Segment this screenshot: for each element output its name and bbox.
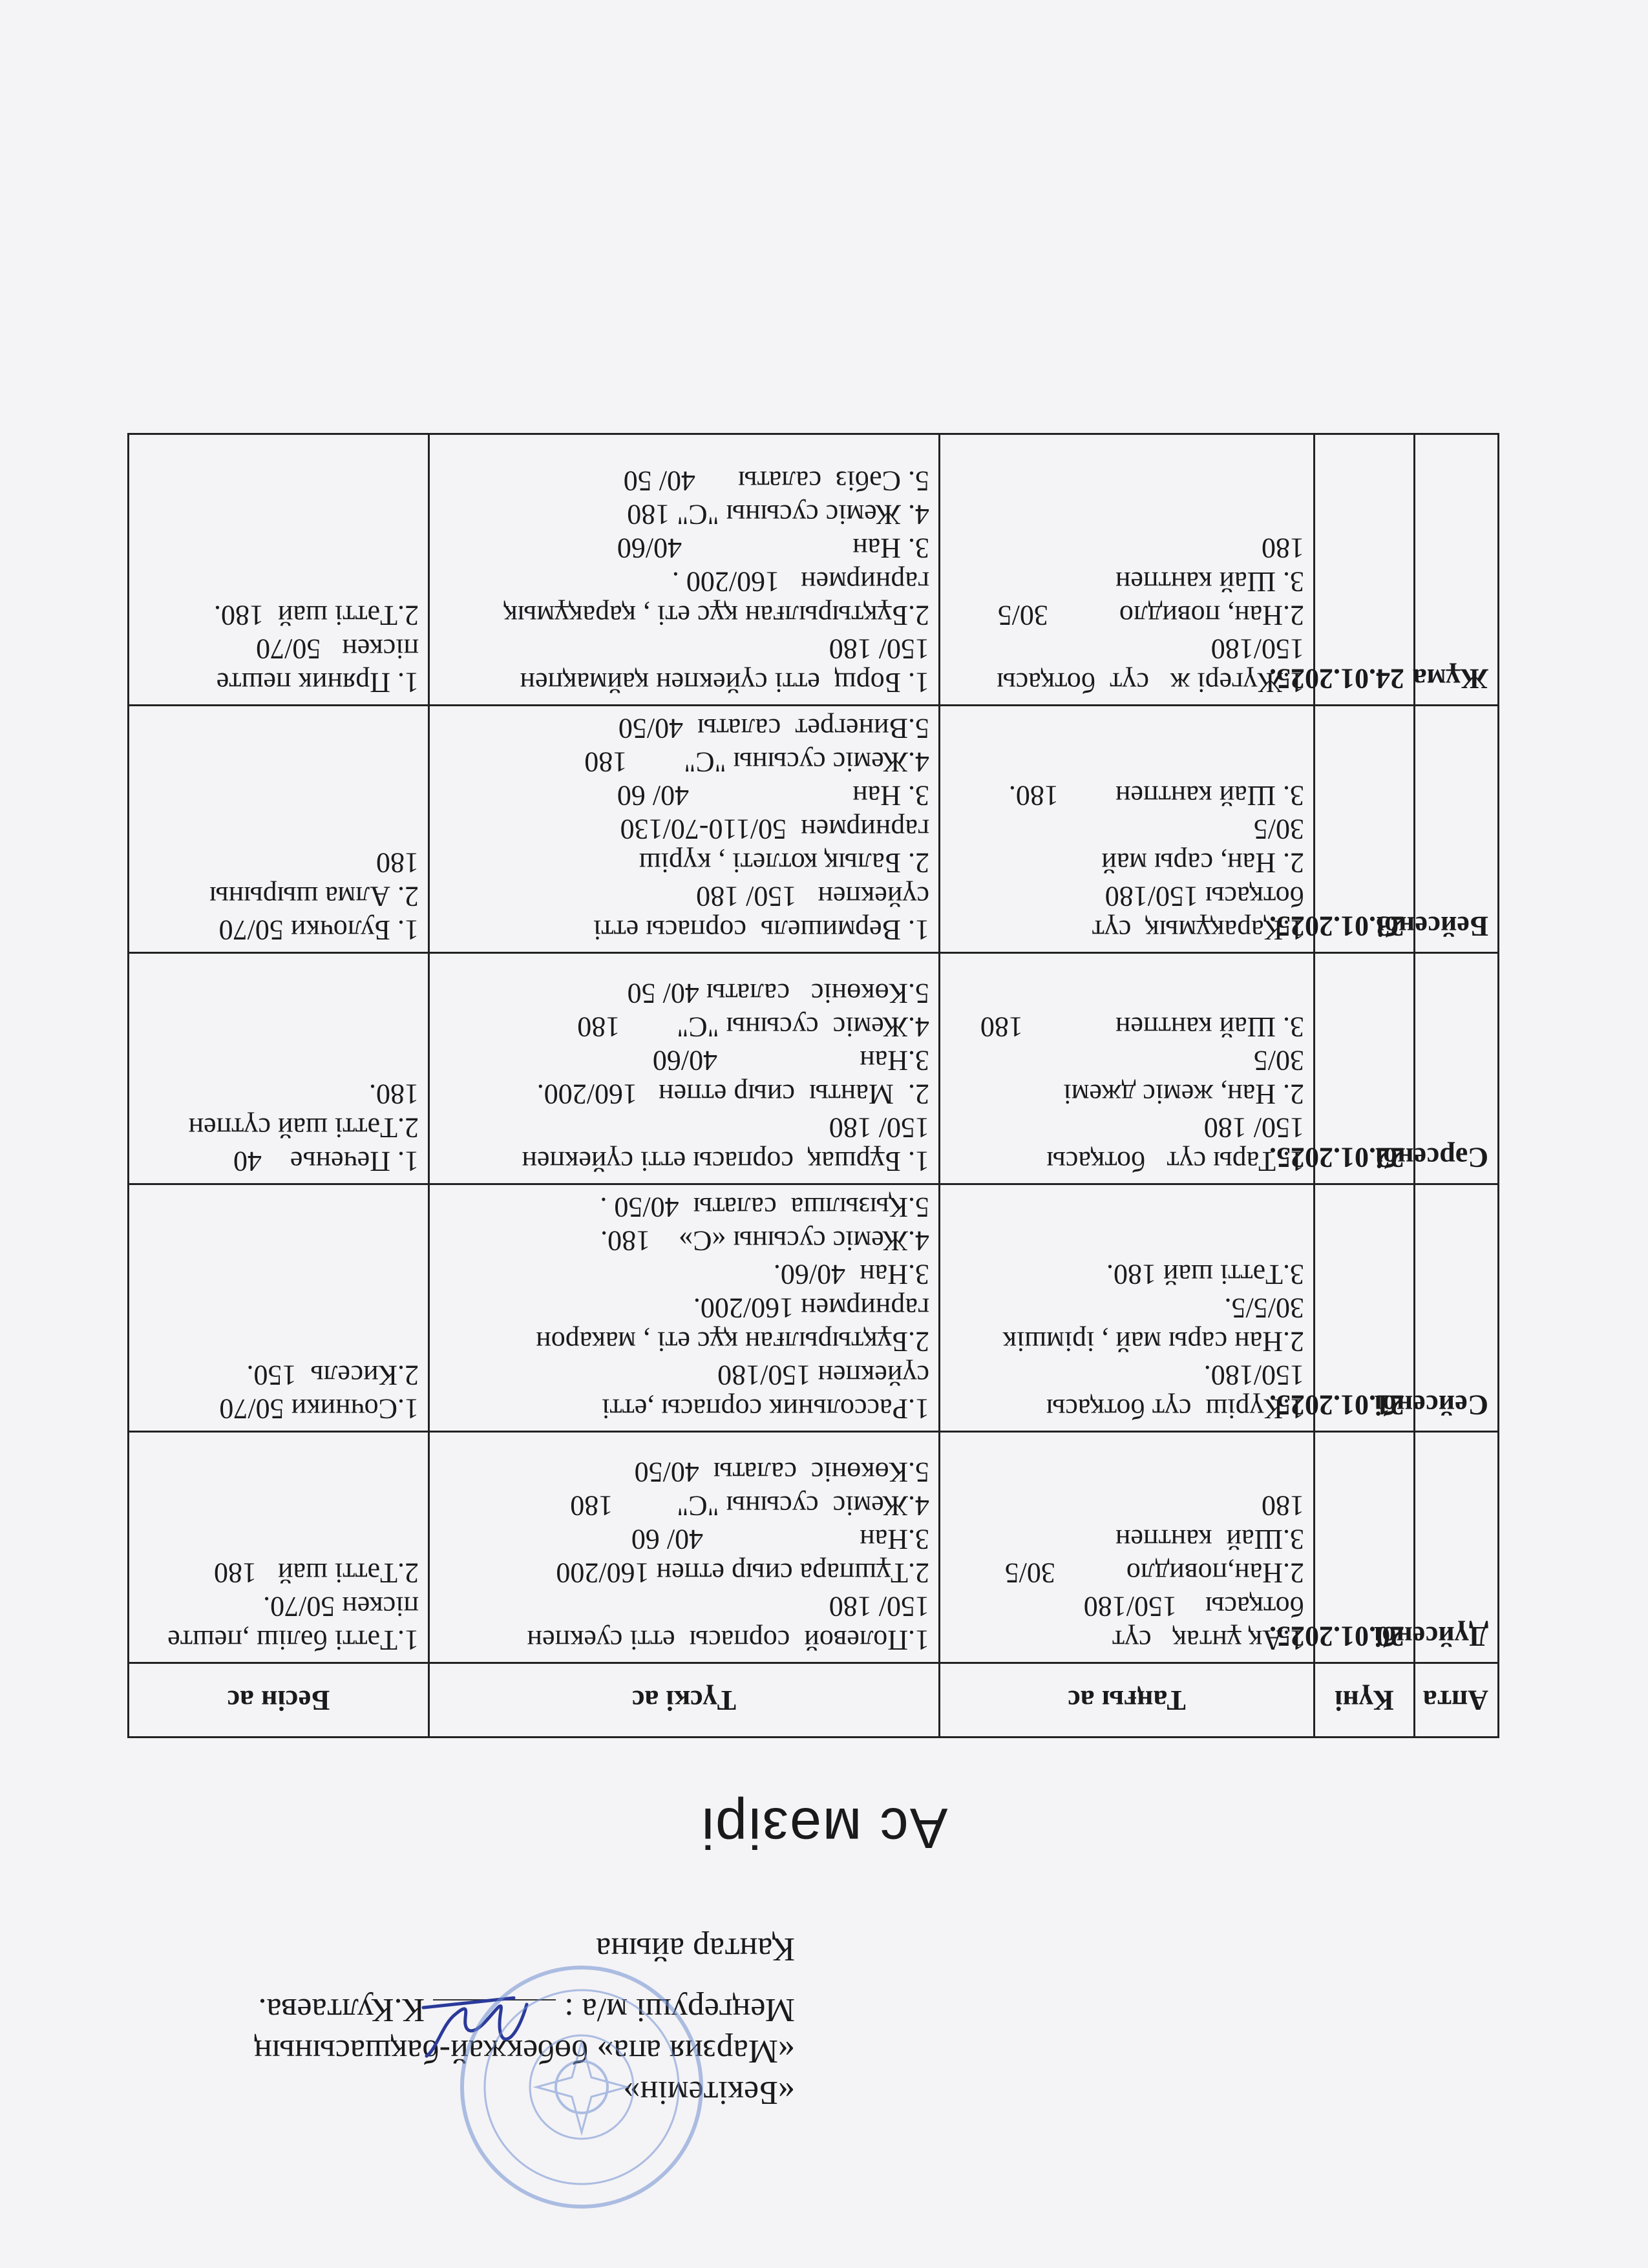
lunch-cell <box>429 953 940 1184</box>
breakfast-line: 3.Шай кантпен 180 <box>973 1490 1304 1555</box>
date-cell: 20.01.2025. <box>1315 1432 1415 1663</box>
lunch-line: гарнирмен 50/110-70/130 <box>620 814 929 845</box>
lunch-line: 150/ 180 <box>829 1591 929 1622</box>
snack-line: 1.Сочники 50/70 <box>219 1393 419 1425</box>
lunch-line: 5.Көкөніс салаты 40/50 <box>634 1456 929 1488</box>
lunch-line: 5.Қызылша салаты 40/50 . <box>600 1192 929 1223</box>
snack-line: 180. <box>369 1078 419 1110</box>
table-row <box>129 434 1499 706</box>
snack-cell <box>129 706 429 953</box>
lunch-line: 4.Жеміс сусыны «С» 180. <box>600 1225 929 1257</box>
table-row <box>129 706 1499 953</box>
header-breakfast: Таңғы ас <box>940 1663 1315 1738</box>
breakfast-line: 150/ 180 <box>1203 1112 1304 1144</box>
lunch-line: 2.Бұқтырылған құс еті , қарақұмық <box>503 600 929 631</box>
approval-heading: «Бекітемін» <box>623 2074 795 2111</box>
breakfast-line: 3. Шай кантпен 180. <box>1008 780 1304 812</box>
lunch-cell <box>429 706 940 953</box>
weekday-cell: Сәрсенбі <box>1415 953 1499 1184</box>
snack-line: 2.Тәтті шай 180 <box>213 1557 419 1589</box>
table-body <box>129 434 1499 1663</box>
date-cell: 23.01.2025. <box>1315 706 1415 953</box>
snack-line: 2. Алма шырыны <box>209 881 419 912</box>
lunch-line: 1. Бұршақ сорпасы етті сүйекпен <box>522 1146 929 1177</box>
document-title: Ас мәзірі <box>700 1796 948 1860</box>
breakfast-line: 1.Ақ ұнтақ сүт <box>1112 1624 1304 1656</box>
header-snack: Бесін ас <box>129 1663 429 1738</box>
round-stamp <box>452 1958 711 2216</box>
lunch-line: 1.Рассольник сорпасы ,етті <box>602 1393 929 1425</box>
breakfast-line: 2.Нан,повидло 30/5 <box>1004 1557 1304 1589</box>
breakfast-line: 2.Нан сары май , ірімшік <box>1002 1326 1304 1358</box>
lunch-line: 3. Нан 40/60 <box>617 532 929 564</box>
weekday-cell: Жұма <box>1415 434 1499 706</box>
lunch-line: 5.Винегрет салаты 40/50 <box>618 713 929 744</box>
breakfast-cell <box>940 953 1315 1184</box>
breakfast-line: 30/5 <box>1253 1045 1304 1076</box>
lunch-line: 150/ 180 <box>829 633 929 665</box>
head-title: Меңгерушi м/а : <box>564 1991 795 2028</box>
lunch-line: 5.Көкөніс салаты 40/ 50 <box>627 978 929 1009</box>
breakfast-line: 2. Нан, сары май <box>1101 847 1304 879</box>
breakfast-line: 2. Нан, жеміс джемі <box>1063 1078 1304 1110</box>
snack-line: 1.Тәтті бәліш ,пеште <box>167 1624 419 1656</box>
snack-cell <box>129 1184 429 1432</box>
lunch-line: гарнирмен 160/200. <box>693 1292 929 1324</box>
lunch-line: 4.Жеміс сусыны "С" 180 <box>584 746 929 778</box>
lunch-line: 2. Балық котлеті , күріш <box>639 847 929 879</box>
lunch-line: гарнирмен 160/200 . <box>671 566 929 598</box>
head-name: К.Култаева. <box>258 1991 425 2028</box>
lunch-line: 5. Сәбіз салаты 40/ 50 <box>623 465 929 497</box>
breakfast-line: 2.Нан, повидло 30/5 <box>997 600 1304 631</box>
breakfast-line: ботқасы 150/180 <box>1083 1591 1304 1622</box>
lunch-line: 4. Жеміс сусыны "С" 180 <box>627 499 929 530</box>
breakfast-line: 1.Жүгері ж сүт ботқасы <box>997 667 1304 698</box>
table-row <box>129 953 1499 1184</box>
snack-cell <box>129 1432 429 1663</box>
breakfast-line: ботқасы 150/180 <box>1104 881 1304 912</box>
lunch-line: 2.Бұқтырылған құс еті , макарон <box>536 1326 929 1358</box>
lunch-cell <box>429 1184 940 1432</box>
breakfast-cell <box>940 706 1315 953</box>
header-week: Апта <box>1415 1663 1499 1738</box>
snack-line: 1. Пряник пеште <box>216 667 419 698</box>
breakfast-line: 150/180 <box>1210 633 1304 665</box>
lunch-line: 3.Нан 40/60. <box>773 1259 929 1290</box>
breakfast-line: 3. Шай кантпен <box>1115 566 1304 598</box>
lunch-line: 1. Борщ етті сүйекпен қаймақпен <box>520 667 929 698</box>
breakfast-line: 3. Шай кантпен 180 <box>980 1011 1304 1043</box>
lunch-cell <box>429 1432 940 1663</box>
table-row <box>129 1432 1499 1663</box>
breakfast-line: 1. Тары сүт ботқасы <box>1046 1146 1304 1177</box>
weekday-cell: Дүйсенбі <box>1415 1432 1499 1663</box>
lunch-line: 2. Манты сиыр етпен 160/200. <box>536 1078 929 1110</box>
breakfast-cell <box>940 1184 1315 1432</box>
lunch-line: сүйекпен 150/180 <box>717 1360 929 1391</box>
snack-line: пiскен 50/70 <box>256 633 419 665</box>
snack-line: 2.Тәтті шай сүтпен <box>188 1112 419 1144</box>
snack-line: 2.Тәтті шай 180. <box>213 600 419 631</box>
lunch-line: 1. Вермишель сорпасы етті <box>593 914 929 946</box>
lunch-line: 3.Нан 40/60 <box>652 1045 929 1076</box>
breakfast-line: 30/5/5. <box>1224 1292 1304 1324</box>
date-cell: 21.01.2025. <box>1315 1184 1415 1432</box>
breakfast-line: 3.Тәтті шай 180. <box>1106 1259 1304 1290</box>
lunch-line: 150/ 180 <box>829 1112 929 1144</box>
menu-table <box>127 433 1499 1738</box>
table-header-row <box>129 1663 1499 1738</box>
lunch-line: 2.Тұшпара сиыр етпен 160/200 <box>556 1557 929 1589</box>
breakfast-line: 180 <box>1262 532 1304 564</box>
breakfast-line: 1.Қарақұмық сүт <box>1092 914 1304 946</box>
header-lunch: Түскі ас <box>429 1663 940 1738</box>
breakfast-line: 150/180. <box>1203 1360 1304 1391</box>
breakfast-line: 30/5 <box>1253 814 1304 845</box>
lunch-line: сүйекпен 150/ 180 <box>696 881 929 912</box>
weekday-cell: Сейсенбі <box>1415 1184 1499 1432</box>
header-day: Күні <box>1315 1663 1415 1738</box>
lunch-cell <box>429 434 940 706</box>
lunch-line: 4.Жеміс сусыны "С" 180 <box>577 1011 929 1043</box>
snack-line: 1. Печенье 40 <box>233 1146 419 1177</box>
snack-line: 2.Кисель 150. <box>246 1360 419 1391</box>
table-row <box>129 1184 1499 1432</box>
snack-cell <box>129 434 429 706</box>
date-cell: 24.01.2025. <box>1315 434 1415 706</box>
kindergarten-name: «Марзия апа» бөбекжай-бақшасының <box>254 2033 795 2070</box>
weekday-cell: Бейсенбі <box>1415 706 1499 953</box>
snack-line: пiскен 50/70. <box>263 1591 419 1622</box>
date-cell: 22.01.2025. <box>1315 953 1415 1184</box>
breakfast-cell <box>940 1432 1315 1663</box>
month-caption: Қантар айына <box>596 1931 795 1968</box>
lunch-line: 4.Жеміс сусыны "С" 180 <box>570 1490 929 1522</box>
snack-cell <box>129 953 429 1184</box>
lunch-line: 1.Полевой сорпасы етті суекпен <box>527 1624 929 1656</box>
lunch-line: 3. Нан 40/ 60 <box>617 780 929 812</box>
breakfast-line: 1.Күріш сүт ботқасы <box>1046 1393 1304 1425</box>
lunch-line: 3.Нан 40/ 60 <box>631 1524 929 1555</box>
snack-line: 1. Булочки 50/70 <box>218 914 419 946</box>
snack-line: 180 <box>376 847 419 879</box>
breakfast-cell <box>940 434 1315 706</box>
